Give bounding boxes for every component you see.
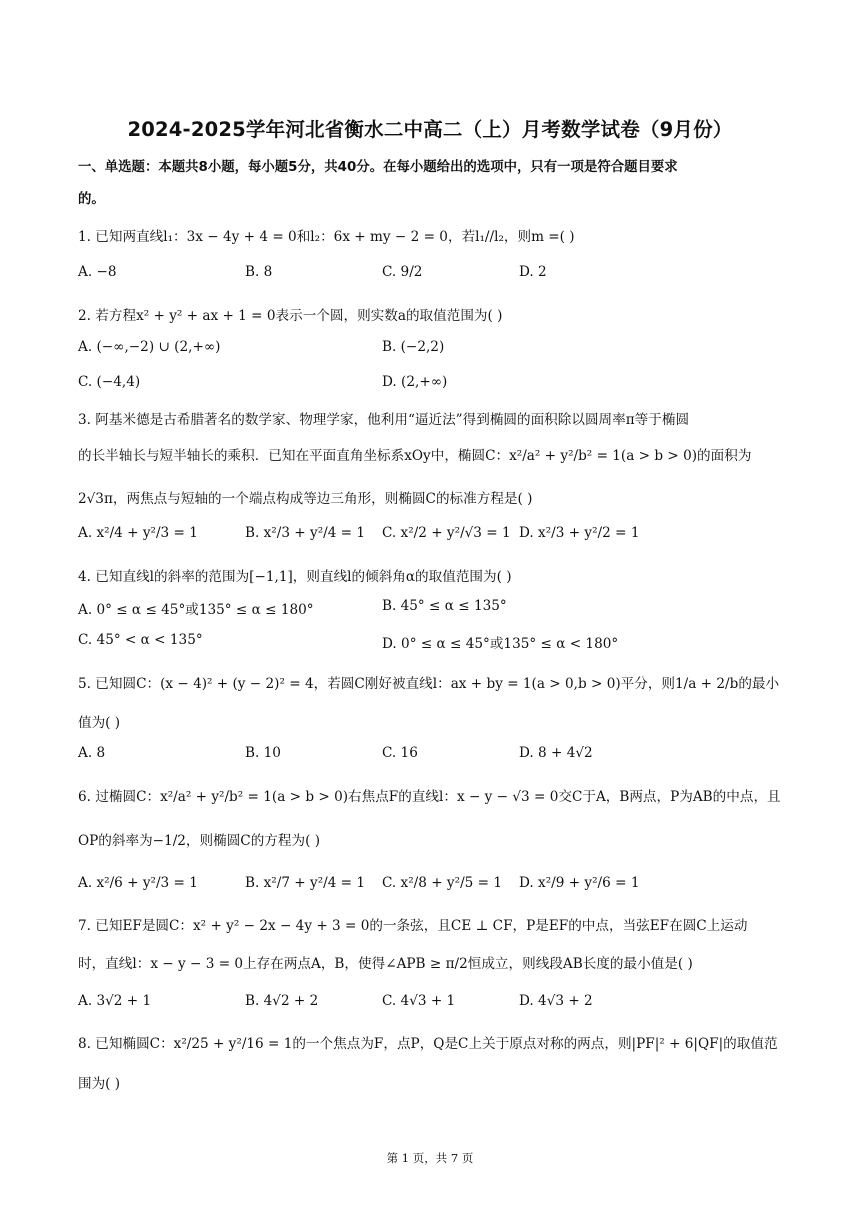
- q7-option-a: A. 3√2 + 1: [78, 993, 152, 1009]
- q7-option-b: B. 4√2 + 2: [245, 993, 319, 1009]
- q4-option-c: C. 45° < α < 135°: [78, 632, 203, 648]
- page-title: 2024-2025学年河北省衡水二中高二（上）月考数学试卷（9月份）: [127, 118, 733, 141]
- q5-option-a: A. 8: [78, 745, 106, 761]
- q5-option-d: D. 8 + 4√2: [519, 745, 593, 761]
- q5-option-b: B. 10: [245, 745, 281, 761]
- q5-option-c: C. 16: [382, 745, 418, 761]
- q2-option-b: B. (−2,2): [382, 339, 445, 355]
- question-7-cont: 时，直线l：x − y − 3 = 0上存在两点A，B，使得∠APB ≥ π/2恒成立，则线段AB长度的最小值是( ): [78, 956, 693, 972]
- section-heading: 一、单选题：本题共8小题，每小题5分，共40分。在每小题给出的选项中，只有一项是符合题目要求: [78, 160, 678, 175]
- q1-option-c: C. 9/2: [382, 264, 423, 280]
- q3-option-a: A. x²/4 + y²/3 = 1: [78, 525, 198, 541]
- q3-option-b: B. x²/3 + y²/4 = 1: [245, 525, 366, 541]
- q2-option-d: D. (2,+∞): [382, 374, 448, 390]
- q1-option-b: B. 8: [245, 264, 273, 280]
- page-footer: 第 1 页，共 7 页: [386, 1151, 474, 1165]
- question-8: 8. 已知椭圆C：x²/25 + y²/16 = 1的一个焦点为F，点P，Q是C上关于原点对称的两点，则|PF|² + 6|QF|的取值范: [78, 1036, 778, 1052]
- q3-option-d: D. x²/3 + y²/2 = 1: [519, 525, 640, 541]
- q4-option-a: A. 0° ≤ α ≤ 45°或135° ≤ α ≤ 180°: [78, 602, 314, 618]
- q4-option-b: B. 45° ≤ α ≤ 135°: [382, 598, 507, 614]
- question-4: 4. 已知直线l的斜率的范围为[−1,1]，则直线l的倾斜角α的取值范围为( ): [78, 569, 512, 585]
- q7-option-d: D. 4√3 + 2: [519, 993, 593, 1009]
- question-3-cont: 的长半轴长与短半轴长的乘积．已知在平面直角坐标系xOy中，椭圆C：x²/a² + y²/b² = 1(a > b > 0)的面积为: [78, 448, 752, 464]
- question-6: 6. 过椭圆C：x²/a² + y²/b² = 1(a > b > 0)右焦点F的直线l：x − y − √3 = 0交C于A，B两点，P为AB的中点，且: [78, 789, 781, 805]
- q6-option-d: D. x²/9 + y²/6 = 1: [519, 875, 640, 891]
- question-5-cont: 值为( ): [78, 715, 121, 731]
- q2-option-c: C. (−4,4): [78, 374, 141, 390]
- q7-option-c: C. 4√3 + 1: [382, 993, 456, 1009]
- question-7: 7. 已知EF是圆C：x² + y² − 2x − 4y + 3 = 0的一条弦，且CE ⊥ CF，P是EF的中点，当弦EF在圆C上运动: [78, 918, 748, 934]
- q6-option-c: C. x²/8 + y²/5 = 1: [382, 875, 502, 891]
- q4-option-d: D. 0° ≤ α ≤ 45°或135° ≤ α < 180°: [382, 636, 619, 652]
- question-1: 1. 已知两直线l₁：3x − 4y + 4 = 0和l₂：6x + my − 2 = 0，若l₁//l₂，则m =( ): [78, 229, 575, 245]
- question-6-cont: OP的斜率为−1/2，则椭圆C的方程为( ): [78, 833, 321, 849]
- q6-option-b: B. x²/7 + y²/4 = 1: [245, 875, 366, 891]
- q1-option-a: A. −8: [78, 264, 117, 280]
- question-2: 2. 若方程x² + y² + ax + 1 = 0表示一个圆，则实数a的取值范围为( ): [78, 308, 503, 324]
- question-5: 5. 已知圆C：(x − 4)² + (y − 2)² = 4，若圆C刚好被直线l：ax + by = 1(a > 0,b > 0)平分，则1/a + 2/b的最小: [78, 676, 780, 692]
- q6-option-a: A. x²/6 + y²/3 = 1: [78, 875, 198, 891]
- q3-option-c: C. x²/2 + y²/√3 = 1: [382, 525, 511, 541]
- question-3-cont: 2√3π，两焦点与短轴的一个端点构成等边三角形，则椭圆C的标准方程是( ): [78, 491, 533, 507]
- q1-option-d: D. 2: [519, 264, 547, 280]
- section-heading-cont: 的。: [78, 192, 105, 207]
- question-3: 3. 阿基米德是古希腊著名的数学家、物理学家，他利用“逼近法”得到椭圆的面积除以圆周率π等于椭圆: [78, 412, 690, 428]
- question-8-cont: 围为( ): [78, 1076, 121, 1092]
- q2-option-a: A. (−∞,−2) ∪ (2,+∞): [78, 339, 221, 355]
